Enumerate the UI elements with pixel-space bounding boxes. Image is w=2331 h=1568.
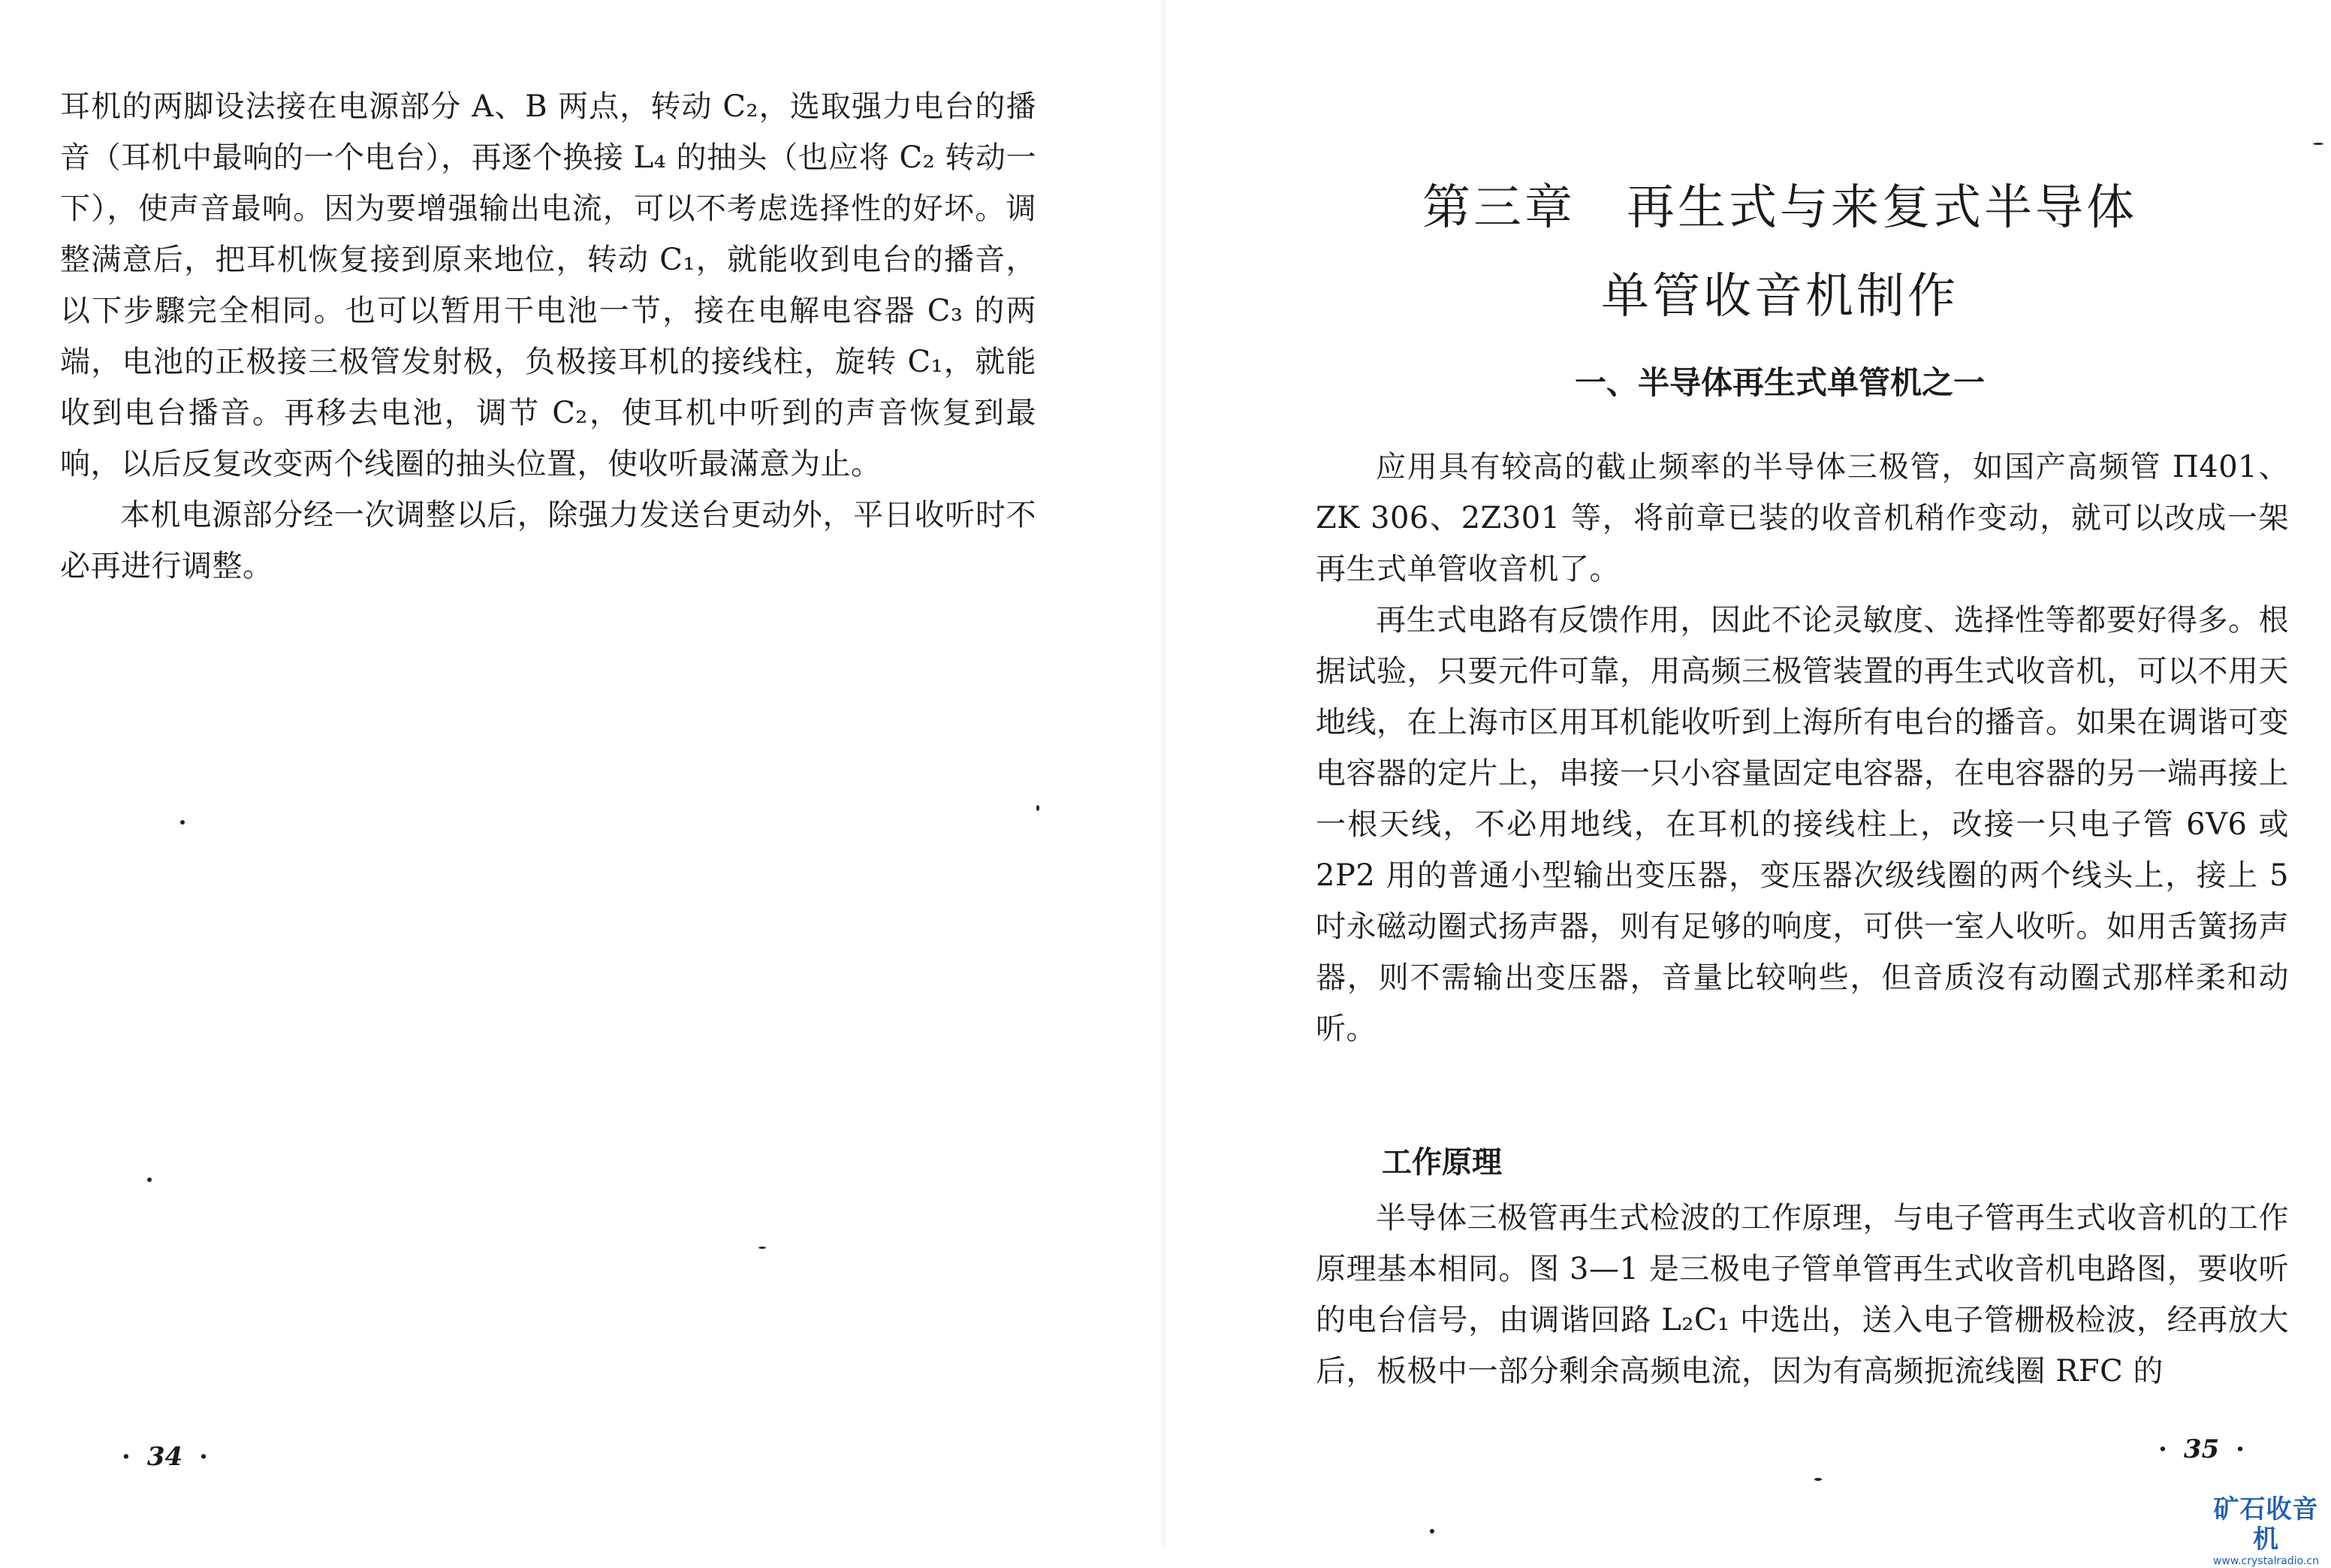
right-paragraph-1: 应用具有较高的截止频率的半导体三极管，如国产高频管 П401、ZK 306、2Z301 等，将前章已装的收音机稍作变动，就可以改成一架再生式单管收音机了。 xyxy=(1316,450,2289,586)
scan-speck xyxy=(1036,805,1039,811)
left-paragraph-1: 耳机的两脚设法接在电源部分 A、B 两点，转动 C₂，选取强力电台的播音（耳机中最响的一个电台），再逐个换接 L₄ 的抽头（也应将 C₂ 转动一下），使声音最响。因为要增强输出电流，可以不考虑选择性的好坏。调整满意后，把耳机恢复接到原来地位，转动 C₁，就能收到电台的播音，以下步驟完全相同。也可以暂用干电池一节，接在电解电容器 C₃ 的两端，电池的正极接三极管发射极，负极接耳机的接线柱，旋转 C₁，就能收到电台播音。再移去电池，调节 C₂，使耳机中听到的声音恢复到最响，以后反复改变两个线圈的抽头位置，使收听最滿意为止。 xyxy=(60,89,1036,481)
left-page-body xyxy=(60,81,1036,592)
watermark-url: www.crystalradio.cn xyxy=(2213,1555,2319,1567)
page-number-right-value: 35 xyxy=(2183,1434,2220,1464)
scan-speck xyxy=(758,1247,766,1249)
chapter-title-line-1: 第三章 再生式与来复式半导体 xyxy=(1422,180,2137,236)
right-page-body xyxy=(1316,442,2289,1054)
chapter-title-line-2: 单管收音机制作 xyxy=(1601,269,1959,324)
chapter-title xyxy=(1262,164,2298,341)
right-paragraph-2: 再生式电路有反馈作用，因此不论灵敏度、选择性等都要好得多。根据试验，只要元件可靠，用高频三极管装置的再生式收音机，可以不用天地线，在上海市区用耳机能收听到上海所有电台的播音。如果在调谐可变电容器的定片上，串接一只小容量固定电容器，在电容器的另一端再接上一根天线，不必用地线，在耳机的接线柱上，改接一只电子管 6V6 或 2P2 用的普通小型输出变压器，变压器次级线圈的两个线头上，接上 5 吋永磁动圈式扬声器，则有足够的响度，可供一室人收听。如用舌簧扬声器，则不需输出变压器，音量比较响些，但音质沒有动圈式那样柔和动听。 xyxy=(1316,603,2289,1046)
subheading-working-principle: 工作原理 xyxy=(1382,1145,1502,1180)
page-number-left-value: 34 xyxy=(146,1442,183,1472)
right-paragraph-3: 半导体三极管再生式检波的工作原理，与电子管再生式收音机的工作原理基本相同。图 3—1 是三极电子管单管再生式收音机电路图，要收听的电台信号，由调谐回路 L₂C₁ 中选出，送入电子管栅极检波，经再放大后，板极中一部分剩余高频电流，因为有高频扼流线圈 RFC 的 xyxy=(1316,1201,2289,1389)
scan-speck xyxy=(1814,1478,1822,1481)
scan-speck xyxy=(147,1178,152,1182)
page-number-right: · 35 · xyxy=(2158,1434,2245,1464)
scan-speck xyxy=(1430,1529,1434,1533)
watermark-logo: 矿石收音机 xyxy=(2213,1494,2319,1554)
left-paragraph-2: 本机电源部分经一次调整以后，除强力发送台更动外，平日收听时不必再进行调整。 xyxy=(60,498,1036,583)
scan-speck xyxy=(180,820,185,825)
page-number-left: · 34 · xyxy=(122,1442,209,1472)
section-heading: 一、半导体再生式单管机之一 xyxy=(1574,364,1985,401)
scan-speck xyxy=(2313,143,2323,145)
watermark xyxy=(2204,1494,2328,1568)
right-page-body-2 xyxy=(1316,1193,2289,1397)
left-page xyxy=(0,0,1166,1547)
